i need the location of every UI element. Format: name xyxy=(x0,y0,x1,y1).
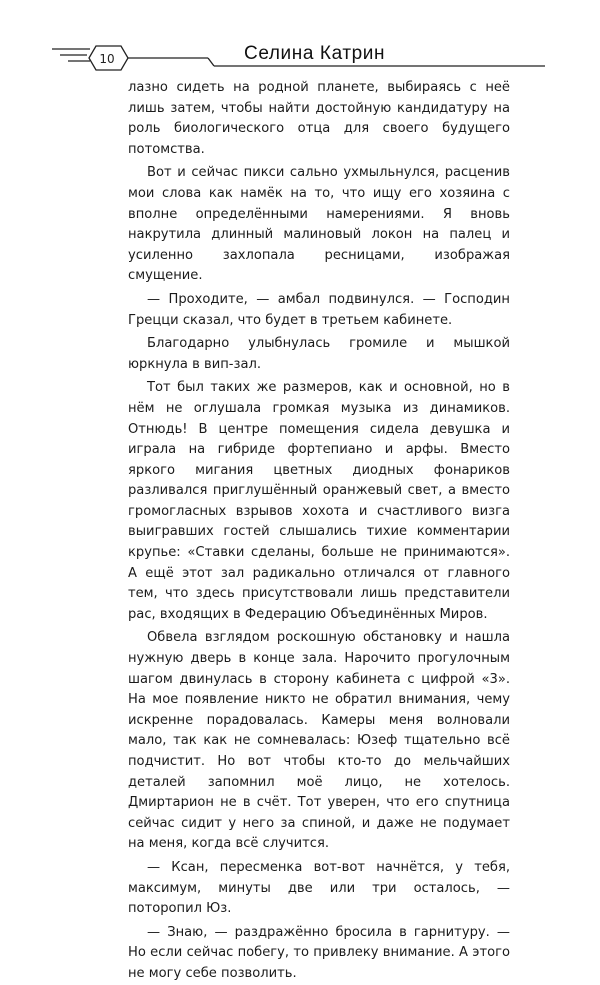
paragraph: — Ксан, пересменка вот-вот начнётся, у тебя, максимум, минуты две или три осталось, — поторопил Юз. xyxy=(128,859,510,917)
paragraph: Благодарно улыбнулась громиле и мышкой юркнула в вип-зал. xyxy=(128,336,510,372)
running-header xyxy=(0,0,600,90)
paragraph: Вот и сейчас пикси сально ухмыльнулся, расценив мои слова как намёк на то, что ищу его хозяина с вполне определёнными намерениями. Я вновь накрутила длинный малиновый локон на палец и усиленно захлопала ресницами, изображая смущение. xyxy=(128,165,510,284)
paragraph: — Проходите, — амбал подвинулся. — Господин Грецци сказал, что будет в третьем кабинете. xyxy=(128,291,510,328)
paragraph: — Знаю, — раздражённо бросила в гарнитуру. — Но если сейчас побегу, то привлеку внимание. А этого не могу себе позволить. xyxy=(128,924,510,981)
paragraph: Обвела взглядом роскошную обстановку и нашла нужную дверь в конце зала. Нарочито прогулочным шагом двинулась в сторону кабинета с цифрой «3». На мое появление никто не обратил внимания, чему искренне порадовалась. Камеры меня волновали мало, так как не сомневалась: Юзеф тщательно всё подчистит. Но вот чтобы кто-то до мельчайших деталей запомнил моё лицо, не хотелось. Дмиртарион не в счёт. Тот уверен, что его спутница сейчас сидит у него за спиной, и даже не подумает на меня, когда всё случится. xyxy=(128,630,510,852)
body-text xyxy=(128,78,510,985)
author-name: Селина Катрин xyxy=(244,43,386,64)
paragraph: Тот был таких же размеров, как и основной, но в нём не оглушала громкая музыка из динамиков. Отнюдь! В центре помещения сидела девушка и играла на гибриде фортепиано и арфы. Вместо яркого мигания цветных диодных фонариков разливался приглушённый оранжевый свет, а вместо громогласных взрывов хохота и счастливого визга выигравших гостей слышались тихие комментарии крупье: «Ставки сделаны, больше не принимаются». А ещё этот зал радикально отличался от главного тем, что здесь присутствовали лишь представители рас, входящих в Федерацию Объединённых Миров. xyxy=(128,380,510,622)
ornament-line-connector xyxy=(208,58,214,66)
page-number: 10 xyxy=(99,52,115,66)
paragraph: лазно сидеть на родной планете, выбираясь с неё лишь затем, чтобы найти достойную кандидатуру на роль биологического отца для своего будущего потомства. xyxy=(128,80,510,157)
